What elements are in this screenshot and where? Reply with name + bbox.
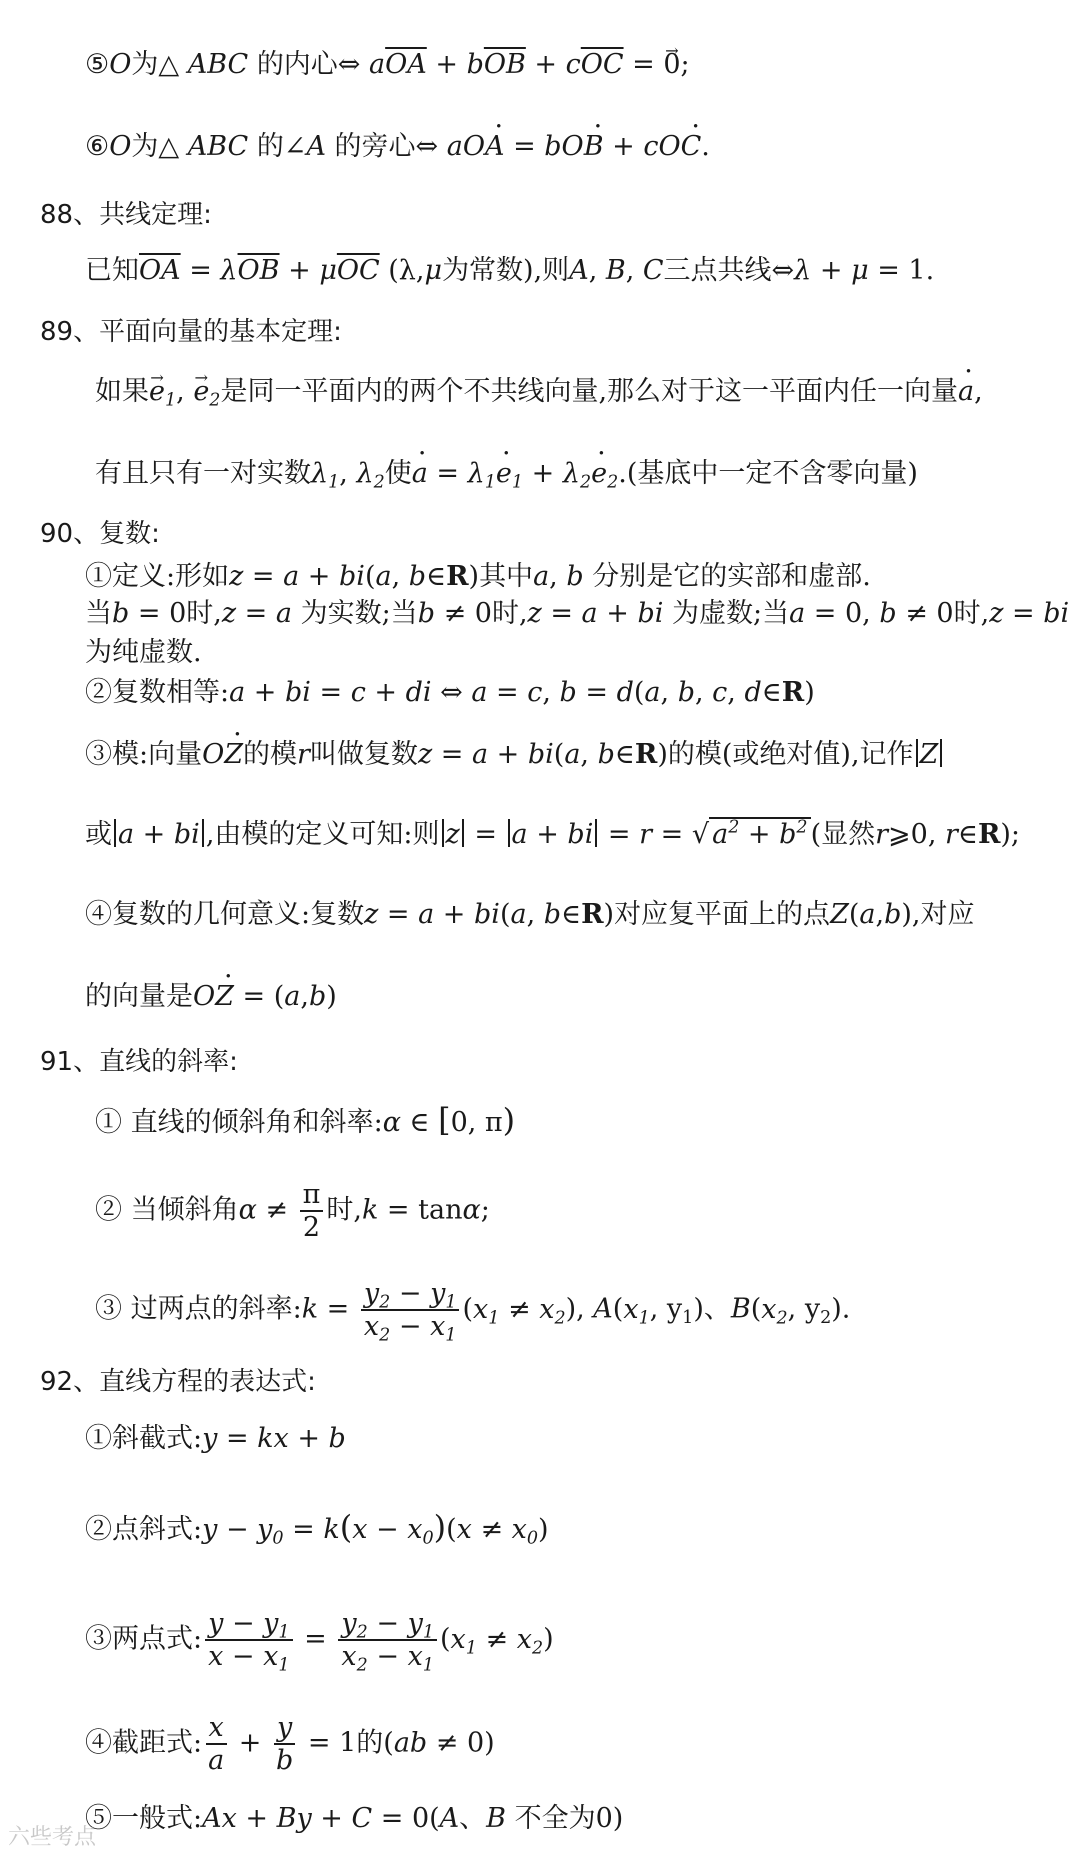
section-90-heading: 90、复数:	[40, 519, 160, 549]
section-92-heading: 92、直线方程的表达式:	[40, 1367, 316, 1397]
complex-real-imag: 当b = 0时,z = a 为实数;当b ≠ 0时,z = a + bi 为虚数;当a = 0, b ≠ 0时,z = bi	[85, 598, 1070, 629]
complex-modulus-line1: ③模:向量O· Z的模r叫做复数z = a + bi(a, b∈R)的模(或绝对值),记作 Z	[85, 736, 944, 774]
complex-geometry-line2: 的向量是O· Z = (a,b)	[85, 978, 337, 1016]
line-point-slope: ②点斜式:y − $y_0 = k(x - x_0)(x \ne x_0)$	[85, 1508, 549, 1549]
complex-definition: ①定义:形如z = a + bi(a, b∈R)其中a, b 分别是它的实部和虚部.	[85, 561, 871, 592]
line-intercept: ④截距式: $\frac{x}{a}$ + $\frac{y}{b}$ = 1的(ab ≠ 0)	[85, 1712, 495, 1777]
basis-theorem-line2: 有且只有一对实数$\lambda_1$, $\lambda_2$使· $a = \lambda_1\cdot e_1 + \lambda_2\cdot e_2$.(基底中一定不含零向量)	[95, 455, 918, 493]
basis-theorem-line1: 如果→ $e_1$, → $e_2$是同一平面内的两个不共线向量,那么对于这一平面内任一向量· a,	[95, 373, 983, 411]
complex-modulus-line2: 或 a + bi ,由模的定义可知:则 z = a + bi = r = √ $a^2 + b^2$ (显然r⩾0, r∈R);	[85, 817, 1021, 850]
line-two-point: ③两点式: $\frac{y - y_1}{x - x_1}$ = $\frac{y_2 - y_1}{x_2 - x_1}$ $(x_1 \ne x_2)$	[85, 1608, 554, 1676]
slope-angle-range: ① 直线的倾斜角和斜率:α ∈ [0, π)	[95, 1101, 516, 1139]
line-slope-intercept: ①斜截式:y = kx + b	[85, 1423, 346, 1454]
complex-equality: ②复数相等:a + bi = c + di ⇔ a = c, b = d(a, b, c, d∈R)	[85, 677, 815, 708]
inner-center-line: ⑤O为△ ABC 的内心⇔ $a\overline{OA} + b\overline{OB} + c\overline{OC}$ = → 0;	[85, 46, 690, 84]
section-88-heading: 88、共线定理:	[40, 200, 212, 230]
excenter-line: ⑥O为△ ABC 的∠A 的旁心⇔ aO· A = bO· B + cO· C.	[85, 128, 710, 166]
section-91-heading: 91、直线的斜率:	[40, 1047, 238, 1077]
watermark-logo: 六些考点	[8, 1825, 97, 1850]
collinear-theorem: 已知$\overline{OA} = \lambda\overline{OB} + \mu\overline{OC}$ (λ,μ为常数),则A, B, C三点共线⇔λ + μ = 1.	[85, 255, 935, 286]
slope-two-points: ③ 过两点的斜率:k = $\frac{y_2 - y_1}{x_2 - x_1}$ $(x_1 \ne x_2)$, $A(x_1$, $y_1$)、$B(x_2$, $y_2$).	[95, 1278, 851, 1346]
complex-pure: 为纯虚数.	[85, 637, 202, 668]
slope-tangent: ② 当倾斜角α ≠ $\frac{\pi}{2}$ 时,k = tanα;	[95, 1179, 490, 1244]
complex-geometry-line1: ④复数的几何意义:复数z = a + bi(a, b∈R)对应复平面上的点Z(a,b),对应	[85, 899, 975, 930]
line-general: ⑤一般式:Ax + By + C = 0(A、B 不全为0)	[85, 1803, 624, 1834]
section-89-heading: 89、平面向量的基本定理:	[40, 317, 342, 347]
